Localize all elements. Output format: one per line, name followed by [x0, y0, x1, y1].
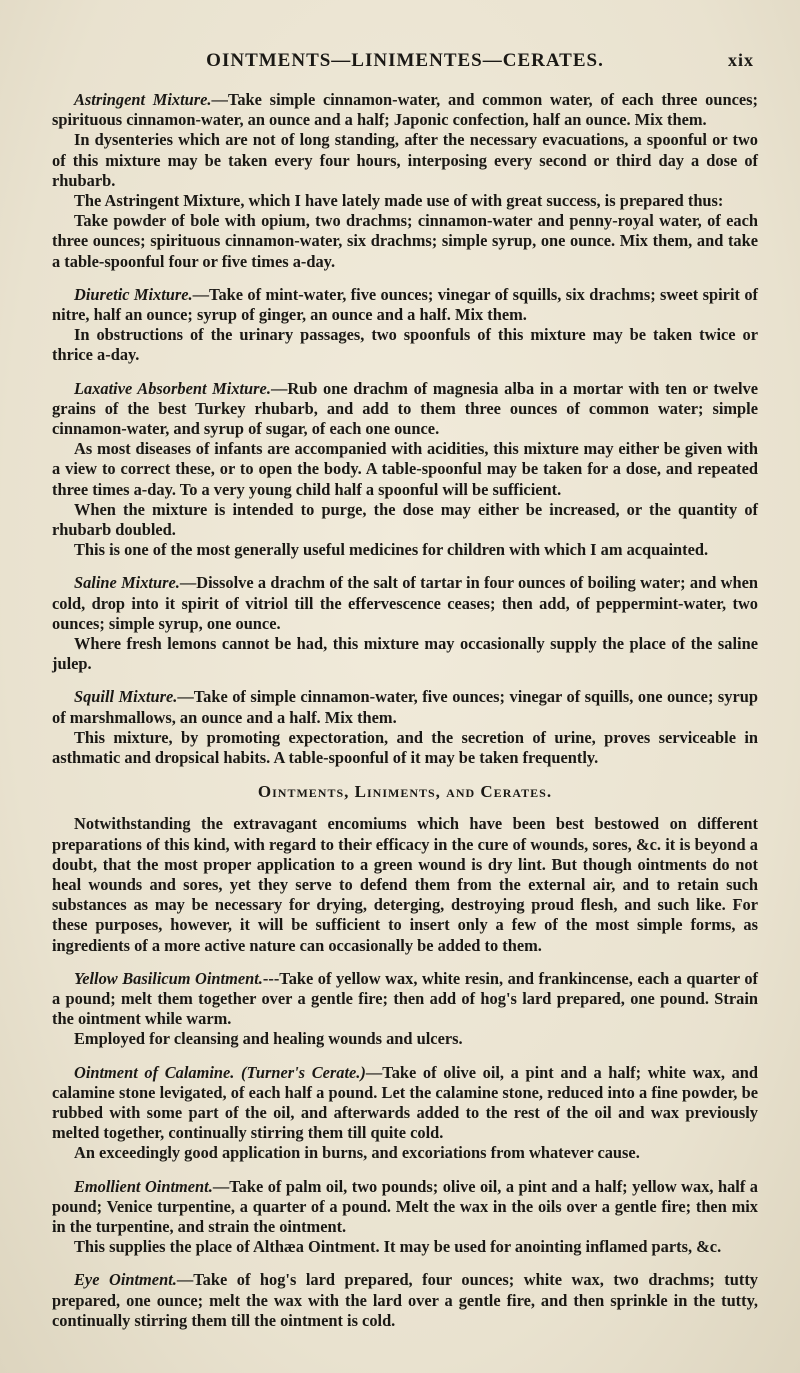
paragraph-text: Employed for cleansing and healing wounds and ulcers.: [74, 1029, 463, 1049]
paragraph-text: This is one of the most generally useful medicines for children with which I am acquainted.: [74, 540, 709, 560]
paragraph-emollient-ointment: [52, 1177, 758, 1238]
paragraph: [52, 1029, 758, 1049]
paragraph-text: —Take of olive oil, a pint and a half; white wax, and calamine stone levigated, of each half a pound. Let the calamine stone, reduced into a fine powder, be rubbed with some part of the oil, and afterwards added to the rest of the oil and wax previously melted together, continually stirring them till quite cold.: [52, 1062, 758, 1143]
paragraph-astringent-mixture: [52, 90, 758, 130]
recipe-heading: Eye Ointment.: [74, 1270, 177, 1290]
paragraph-yellow-basilicum: [52, 969, 758, 1030]
paragraph-text: As most diseases of infants are accompanied with acidities, this mixture may either be given with a view to correct these, or to open the body. A table-spoonful may be taken for a dose, and repeated three times a-day. To a very young child half a spoonful will be sufficient.: [52, 439, 758, 499]
paragraph-text: —Take of palm oil, two pounds; olive oil, a pint and a half; yellow wax, half a pound; Venice turpentine, a quarter of a pound. Melt the wax in the oils over a gentle fire; then mix in the turpentine, and strain the ointment.: [52, 1176, 758, 1236]
paragraph-text: Take powder of bole with opium, two drachms; cinnamon-water and penny-royal water, of each three ounces; spirituous cinnamon-water, six drachms; simple syrup, one ounce. Mix them, and take a table-spoonful four or five times a-day.: [52, 211, 758, 271]
paragraph-squill-mixture: [52, 687, 758, 727]
paragraph-text: —Rub one drachm of magnesia alba in a mortar with ten or twelve grains of the best Turkey rhubarb, and add to them three ounces of common water; simple cinnamon-water, and syrup of sugar, of each one ounce.: [52, 378, 758, 439]
paragraph: [52, 728, 758, 768]
recipe-heading: Ointment of Calamine. (Turner's Cerate.): [74, 1062, 366, 1082]
paragraph-text: When the mixture is intended to purge, the dose may either be increased, or the quantity of rhubarb doubled.: [52, 499, 758, 540]
paragraph-laxative-mixture: [52, 379, 758, 440]
paragraph-text: —Dissolve a drachm of the salt of tartar in four ounces of boiling water; and when cold, drop into it spirit of vitriol till the effervescence ceases; then add, of peppermint-water, two ounces; simple syrup, one ounce.: [52, 573, 758, 633]
paragraph-diuretic-mixture: [52, 285, 758, 325]
paragraph: [52, 1143, 758, 1163]
paragraph: [52, 634, 758, 674]
paragraph-text: Notwithstanding the extravagant encomiums which have been best bestowed on different preparations of this kind, with regard to their efficacy in the cure of wounds, sores, &c. it is beyond a doubt, that the most proper application to a green wound is dry lint. But though ointments do not heal wounds and sores, yet they serve to defend them from the external air, and to retain such substances as may be necessary for drying, deterging, destroying proud flesh, and such like. For these purposes, however, it will be sufficient to insert only a few of the most simple forms, as ingredients of a more active nature can occasionally be added to them.: [52, 814, 758, 955]
paragraph-text: ---Take of yellow wax, white resin, and frankincense, each a quarter of a pound; melt them together over a gentle fire; then add of hog's lard prepared, one pound. Strain the ointment while warm.: [52, 968, 758, 1029]
paragraph-text: —Take simple cinnamon-water, and common water, of each three ounces; spirituous cinnamon-water, an ounce and a half; Japonic confection, half an ounce. Mix them.: [52, 90, 758, 130]
recipe-heading: Astringent Mixture.: [74, 90, 212, 109]
paragraph: [52, 439, 758, 500]
recipe-heading: Saline Mixture.: [74, 573, 180, 593]
recipe-heading: Laxative Absorbent Mixture.: [74, 378, 271, 398]
paragraph-text: —Take of hog's lard prepared, four ounces; white wax, two drachms; tutty prepared, one ounce; melt the wax with the lard over a gentle fire, and then sprinkle in the tutty, continually stirring them till the ointment is cold.: [52, 1270, 758, 1330]
paragraph-text: —Take of mint-water, five ounces; vinegar of squills, six drachms; sweet spirit of nitre, half an ounce; syrup of ginger, an ounce and a half. Mix them.: [52, 284, 758, 325]
paragraph-text: This mixture, by promoting expectoration, and the secretion of urine, proves serviceable in asthmatic and dropsical habits. A table-spoonful of it may be taken frequently.: [52, 727, 758, 768]
header-title: OINTMENTS—LINIMENTES—CERATES.: [206, 50, 604, 71]
recipe-heading: Diuretic Mixture.: [74, 284, 193, 304]
paragraph-saline-mixture: [52, 573, 758, 634]
paragraph: [52, 540, 758, 560]
paragraph: [52, 191, 758, 211]
page-number: xix: [727, 50, 754, 70]
paragraph-text: Where fresh lemons cannot be had, this mixture may occasionally supply the place of the saline julep.: [52, 634, 758, 674]
paragraph-eye-ointment: [52, 1270, 758, 1331]
recipe-heading: Yellow Basilicum Ointment.: [74, 968, 263, 988]
paragraph-calamine-ointment: [52, 1063, 758, 1144]
paragraph-text: An exceedingly good application in burns, and excoriations from whatever cause.: [74, 1143, 640, 1163]
running-header: [52, 50, 758, 80]
recipe-heading: Emollient Ointment.: [74, 1176, 213, 1196]
recipe-heading: Squill Mixture.: [74, 687, 178, 707]
paragraph: [52, 130, 758, 191]
paragraph: [52, 211, 758, 272]
paragraph: [52, 1237, 758, 1257]
section-title: Ointments, Liniments, and Cerates.: [257, 782, 553, 802]
paragraph: [52, 325, 758, 365]
paragraph-text: This supplies the place of Althæa Ointment. It may be used for anointing inflamed parts, &c.: [74, 1237, 722, 1257]
paragraph: [52, 500, 758, 540]
paragraph-text: In obstructions of the urinary passages, two spoonfuls of this mixture may be taken twice or thrice a-day.: [52, 325, 758, 365]
paragraph-text: —Take of simple cinnamon-water, five ounces; vinegar of squills, one ounce; syrup of marshmallows, an ounce and a half. Mix them.: [52, 687, 758, 727]
paragraph-text: The Astringent Mixture, which I have lately made use of with great success, is prepared thus:: [74, 191, 724, 211]
paragraph-ointments-intro: [52, 814, 758, 955]
paragraph-text: In dysenteries which are not of long standing, after the necessary evacuations, a spoonful or two of this mixture may be taken every four hours, interposing every second or third day a dose of rhubarb.: [52, 130, 758, 190]
